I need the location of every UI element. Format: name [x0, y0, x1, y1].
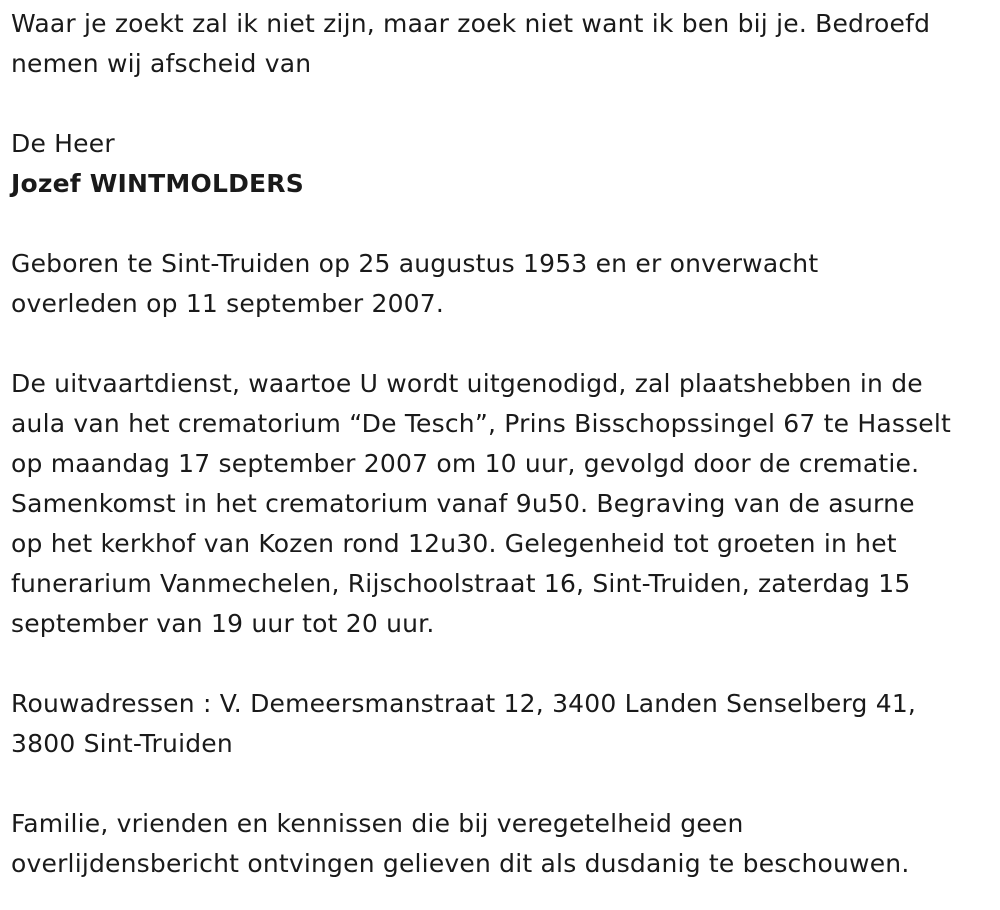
- spacer: [11, 644, 1000, 684]
- text-line: op maandag 17 september 2007 om 10 uur, gevolgd door de crematie.: [11, 449, 920, 478]
- text-line: op het kerkhof van Kozen rond 12u30. Gelegenheid tot groeten in het: [11, 529, 897, 558]
- text-line: 3800 Sint-Truiden: [11, 729, 233, 758]
- text-line: aula van het crematorium “De Tesch”, Prins Bisschopssingel 67 te Hasselt: [11, 409, 952, 438]
- text-line: Samenkomst in het crematorium vanaf 9u50. Begraving van de asurne: [11, 489, 915, 518]
- spacer: [11, 324, 1000, 364]
- text-line: nemen wij afscheid van: [11, 49, 312, 78]
- text-line: overleden op 11 september 2007.: [11, 289, 445, 318]
- closing-paragraph: [11, 804, 996, 884]
- text-line: Familie, vrienden en kennissen die bij veregetelheid geen: [11, 809, 744, 838]
- text-line: Geboren te Sint-Truiden op 25 augustus 1953 en er onverwacht: [11, 249, 819, 278]
- text-line: Rouwadressen : V. Demeersmanstraat 12, 3400 Landen Senselberg 41,: [11, 689, 917, 718]
- text-line: overlijdensbericht ontvingen gelieven dit als dusdanig te beschouwen.: [11, 849, 910, 878]
- text-line: september van 19 uur tot 20 uur.: [11, 609, 435, 638]
- deceased-name: Jozef WINTMOLDERS: [11, 169, 304, 198]
- spacer: [11, 84, 1000, 124]
- spacer: [11, 204, 1000, 244]
- text-line: De uitvaartdienst, waartoe U wordt uitgenodigd, zal plaatshebben in de: [11, 369, 923, 398]
- honorific: De Heer: [11, 129, 115, 158]
- spacer: [11, 764, 1000, 804]
- intro-paragraph: [11, 4, 996, 84]
- text-line: funerarium Vanmechelen, Rijschoolstraat 16, Sint-Truiden, zaterdag 15: [11, 569, 911, 598]
- addresses-paragraph: [11, 684, 996, 764]
- text-line: Waar je zoekt zal ik niet zijn, maar zoek niet want ik ben bij je. Bedroefd: [11, 9, 931, 38]
- birth-paragraph: [11, 244, 996, 324]
- service-paragraph: [11, 364, 996, 644]
